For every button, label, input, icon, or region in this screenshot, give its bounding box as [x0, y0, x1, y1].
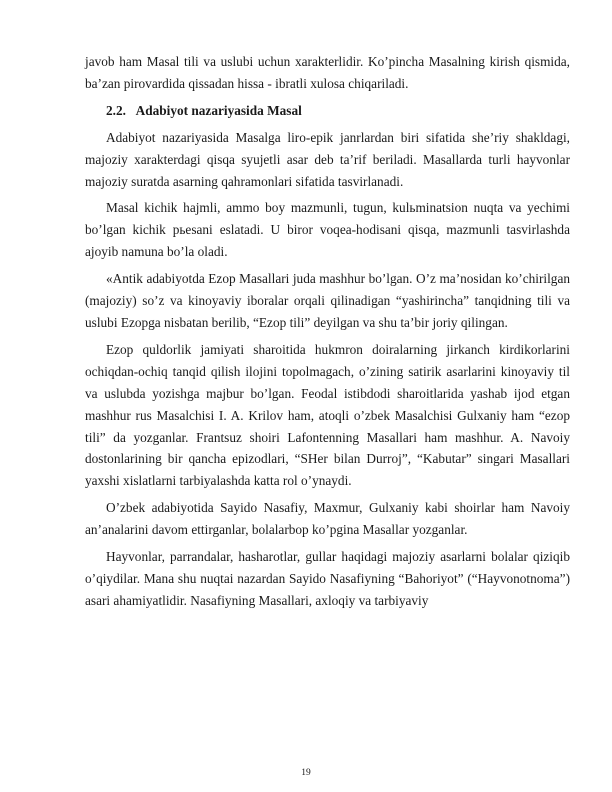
page-body: [85, 51, 570, 617]
paragraph: Adabiyot nazariyasida Masalga liro-epik janrlardan biri sifatida she’riy shakldagi, majoziy xarakterdagi qisqa syujetli asar deb ta’rif beriladi. Masallarda turli hayvonlar majoziy suratda asarning qahramonlari sifatida tasvirlanadi.: [85, 129, 570, 189]
paragraph: «Antik adabiyotda Ezop Masallari juda mashhur bo’lgan. O’z ma’nosidan ko’chirilgan (majoziy) so’z va kinoyaviy iboralar orqali qilinadigan “yashirincha” tanqidning tili va uslubi Ezopga nisbatan berilib, “Ezop tili” deyilgan va shu ta’bir joriy qilingan.: [85, 271, 570, 330]
section-heading: [85, 100, 570, 122]
paragraph: Ezop quldorlik jamiyati sharoitida hukmron doiralarning jirkanch kirdikorlarini ochiqdan-ochiq tanqid qilish ilojini topolmagach, o’zining satirik asarlarini kinoyaviy til va uslubda yozishga majbur bo’lgan. Feodal istibdodi sharoitlarida yashab ijod etgan mashhur rus Masalchisi I. A. Krilov ham, atoqli o’zbek Masalchisi Gulxaniy ham “ezop tili” da yozganlar. Frantsuz shoiri Lafontenning Masallari ham mashhur. A. Navoiy dostonlarining bir qancha epizodlari, “SHer bilan Durroj”, “Kabutar” singari Masallari yaxshi xislatlarni tarbiyalashda katta rol o’ynaydi.: [85, 341, 570, 489]
section-title: Adabiyot nazariyasida Masal: [135, 102, 302, 118]
paragraph: Masal kichik hajmli, ammo boy mazmunli, tugun, kulьminatsion nuqta va yechimi bo’lgan kichik pьesani eslatadi. U biror voqea-hodisani qisqa, mazmunli tasvirlashda ajoyib namuna bo’la oladi.: [85, 200, 570, 260]
paragraph-continuation: javob ham Masal tili va uslubi uchun xarakterlidir. Ko’pincha Masalning kirish qismida, ba’zan pirovardida qissadan hissa - ibratli xulosa chiqariladi.: [85, 54, 570, 91]
paragraph: Hayvonlar, parrandalar, hasharotlar, gullar haqidagi majoziy asarlarni bolalar qiziqib o’qiydilar. Mana shu nuqtai nazardan Sayido Nasafiyning “Bahoriyot” (“Hayvonotnoma”) asari ahamiyatlidir. Nasafiyning Masallari, axloqiy va tarbiyaviy: [85, 549, 570, 608]
section-number: 2.2.: [106, 102, 126, 118]
paragraph: O’zbek adabiyotida Sayido Nasafiy, Maxmur, Gulxaniy kabi shoirlar ham Navoiy an’analarini davom ettirganlar, bolalarbop ko’pgina Masallar yozganlar.: [85, 500, 570, 538]
page-number: 19: [301, 768, 311, 778]
